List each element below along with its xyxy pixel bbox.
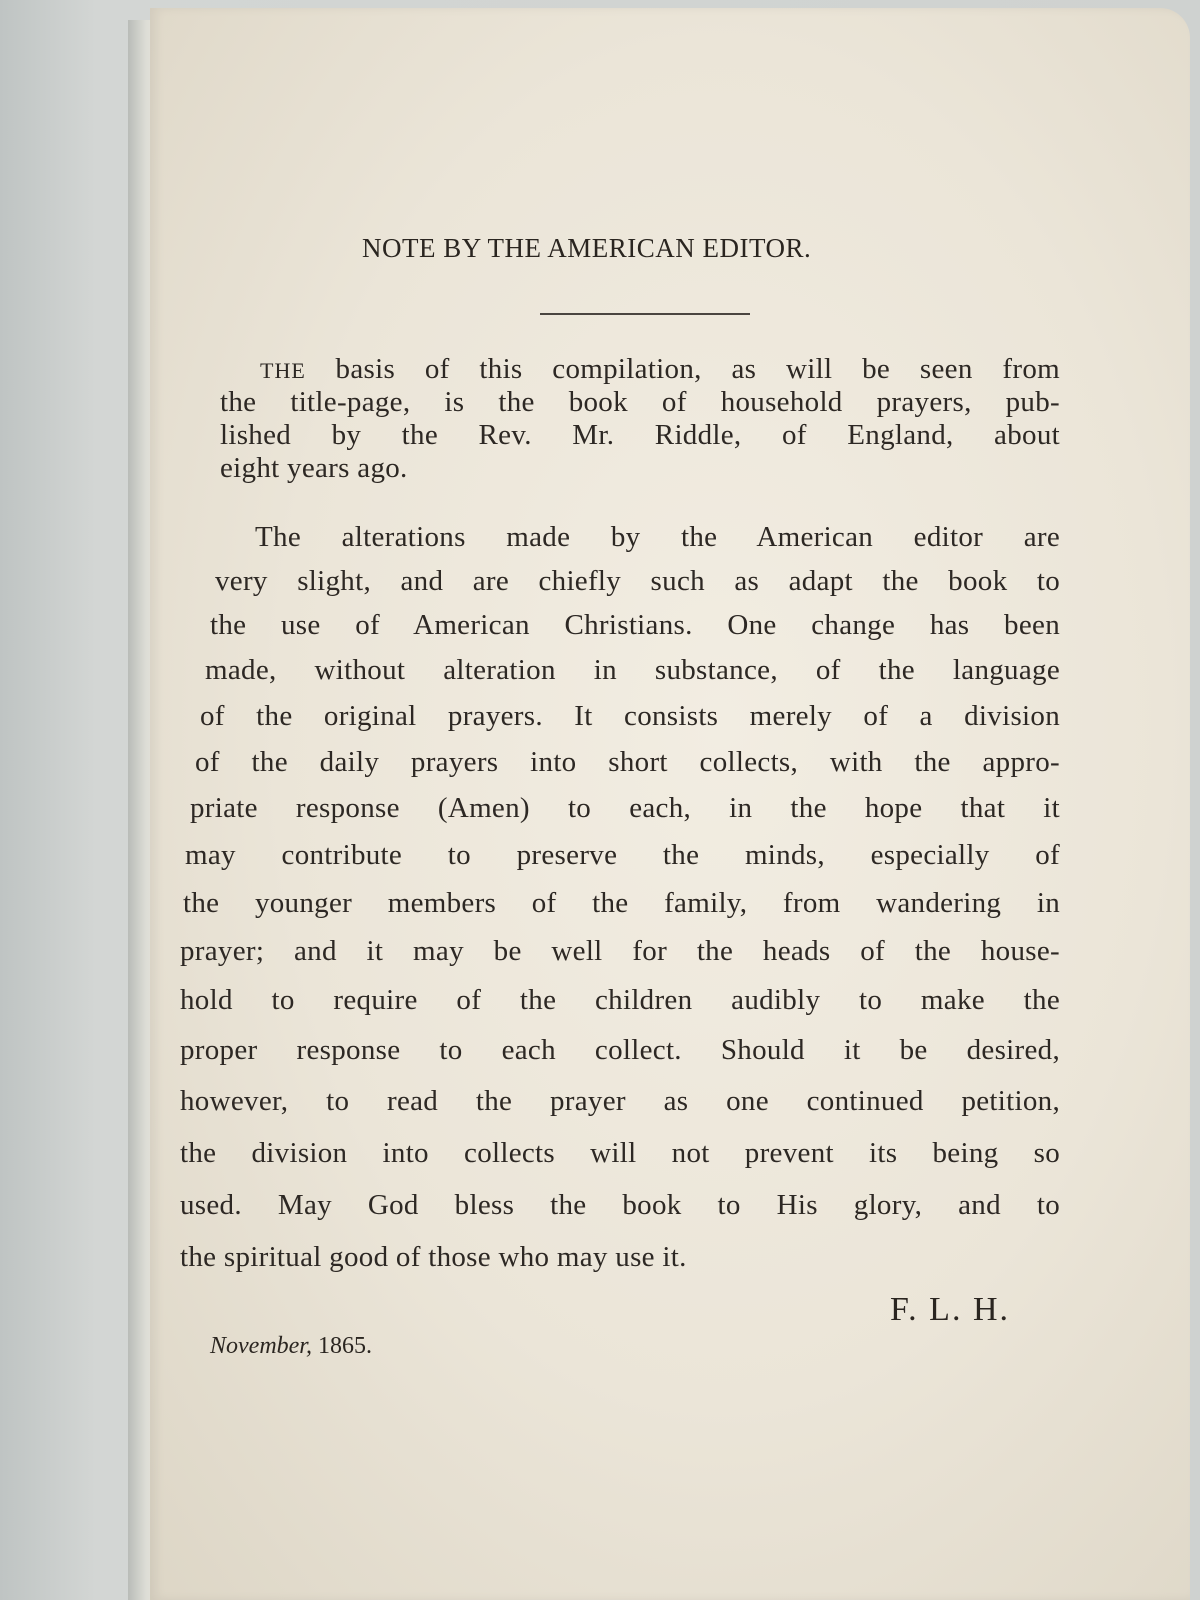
date-year: 1865. — [311, 1333, 372, 1359]
paragraph-2 — [180, 515, 1060, 1283]
text-line: the younger members of the family, from wandering in — [183, 887, 1060, 919]
text-line: lished by the Rev. Mr. Riddle, of England, about — [220, 419, 1060, 451]
text-line: very slight, and are chiefly such as adapt the book to — [215, 565, 1060, 597]
text-line: however, to read the prayer as one continued petition, — [180, 1085, 1060, 1117]
text-line: the division into collects will not prevent its being so — [180, 1137, 1060, 1169]
text-line: the title-page, is the book of household prayers, pub- — [220, 386, 1060, 418]
text-line: THE basis of this compilation, as will be seen from — [260, 353, 1060, 385]
paragraph-1 — [180, 353, 1060, 485]
text-line: of the daily prayers into short collects, with the appro- — [195, 746, 1060, 778]
text-line: hold to require of the children audibly to make the — [180, 984, 1060, 1016]
text-line: of the original prayers. It consists merely of a division — [200, 700, 1060, 732]
text-line: proper response to each collect. Should it be desired, — [180, 1034, 1060, 1066]
text-line: priate response (Amen) to each, in the hope that it — [190, 792, 1060, 824]
text-line: prayer; and it may be well for the heads of the house- — [180, 935, 1060, 967]
heading-rule — [540, 313, 750, 315]
date-month: November, — [210, 1333, 312, 1359]
text-line: used. May God bless the book to His glory, and to — [180, 1189, 1060, 1221]
date-line — [210, 1333, 372, 1360]
text-line: the use of American Christians. One change has been — [210, 609, 1060, 641]
signature-initials: F. L. H. — [890, 1291, 1011, 1328]
text-line: made, without alteration in substance, of the language — [205, 654, 1060, 686]
text-line: the spiritual good of those who may use it. — [180, 1241, 687, 1273]
text-line: may contribute to preserve the minds, especially of — [185, 839, 1060, 871]
page-heading: NOTE BY THE AMERICAN EDITOR. — [362, 233, 812, 263]
text-line: The alterations made by the American editor are — [255, 521, 1060, 553]
small-caps-word: THE — [260, 358, 306, 383]
text-line: eight years ago. — [220, 452, 408, 484]
book-page — [150, 8, 1190, 1600]
